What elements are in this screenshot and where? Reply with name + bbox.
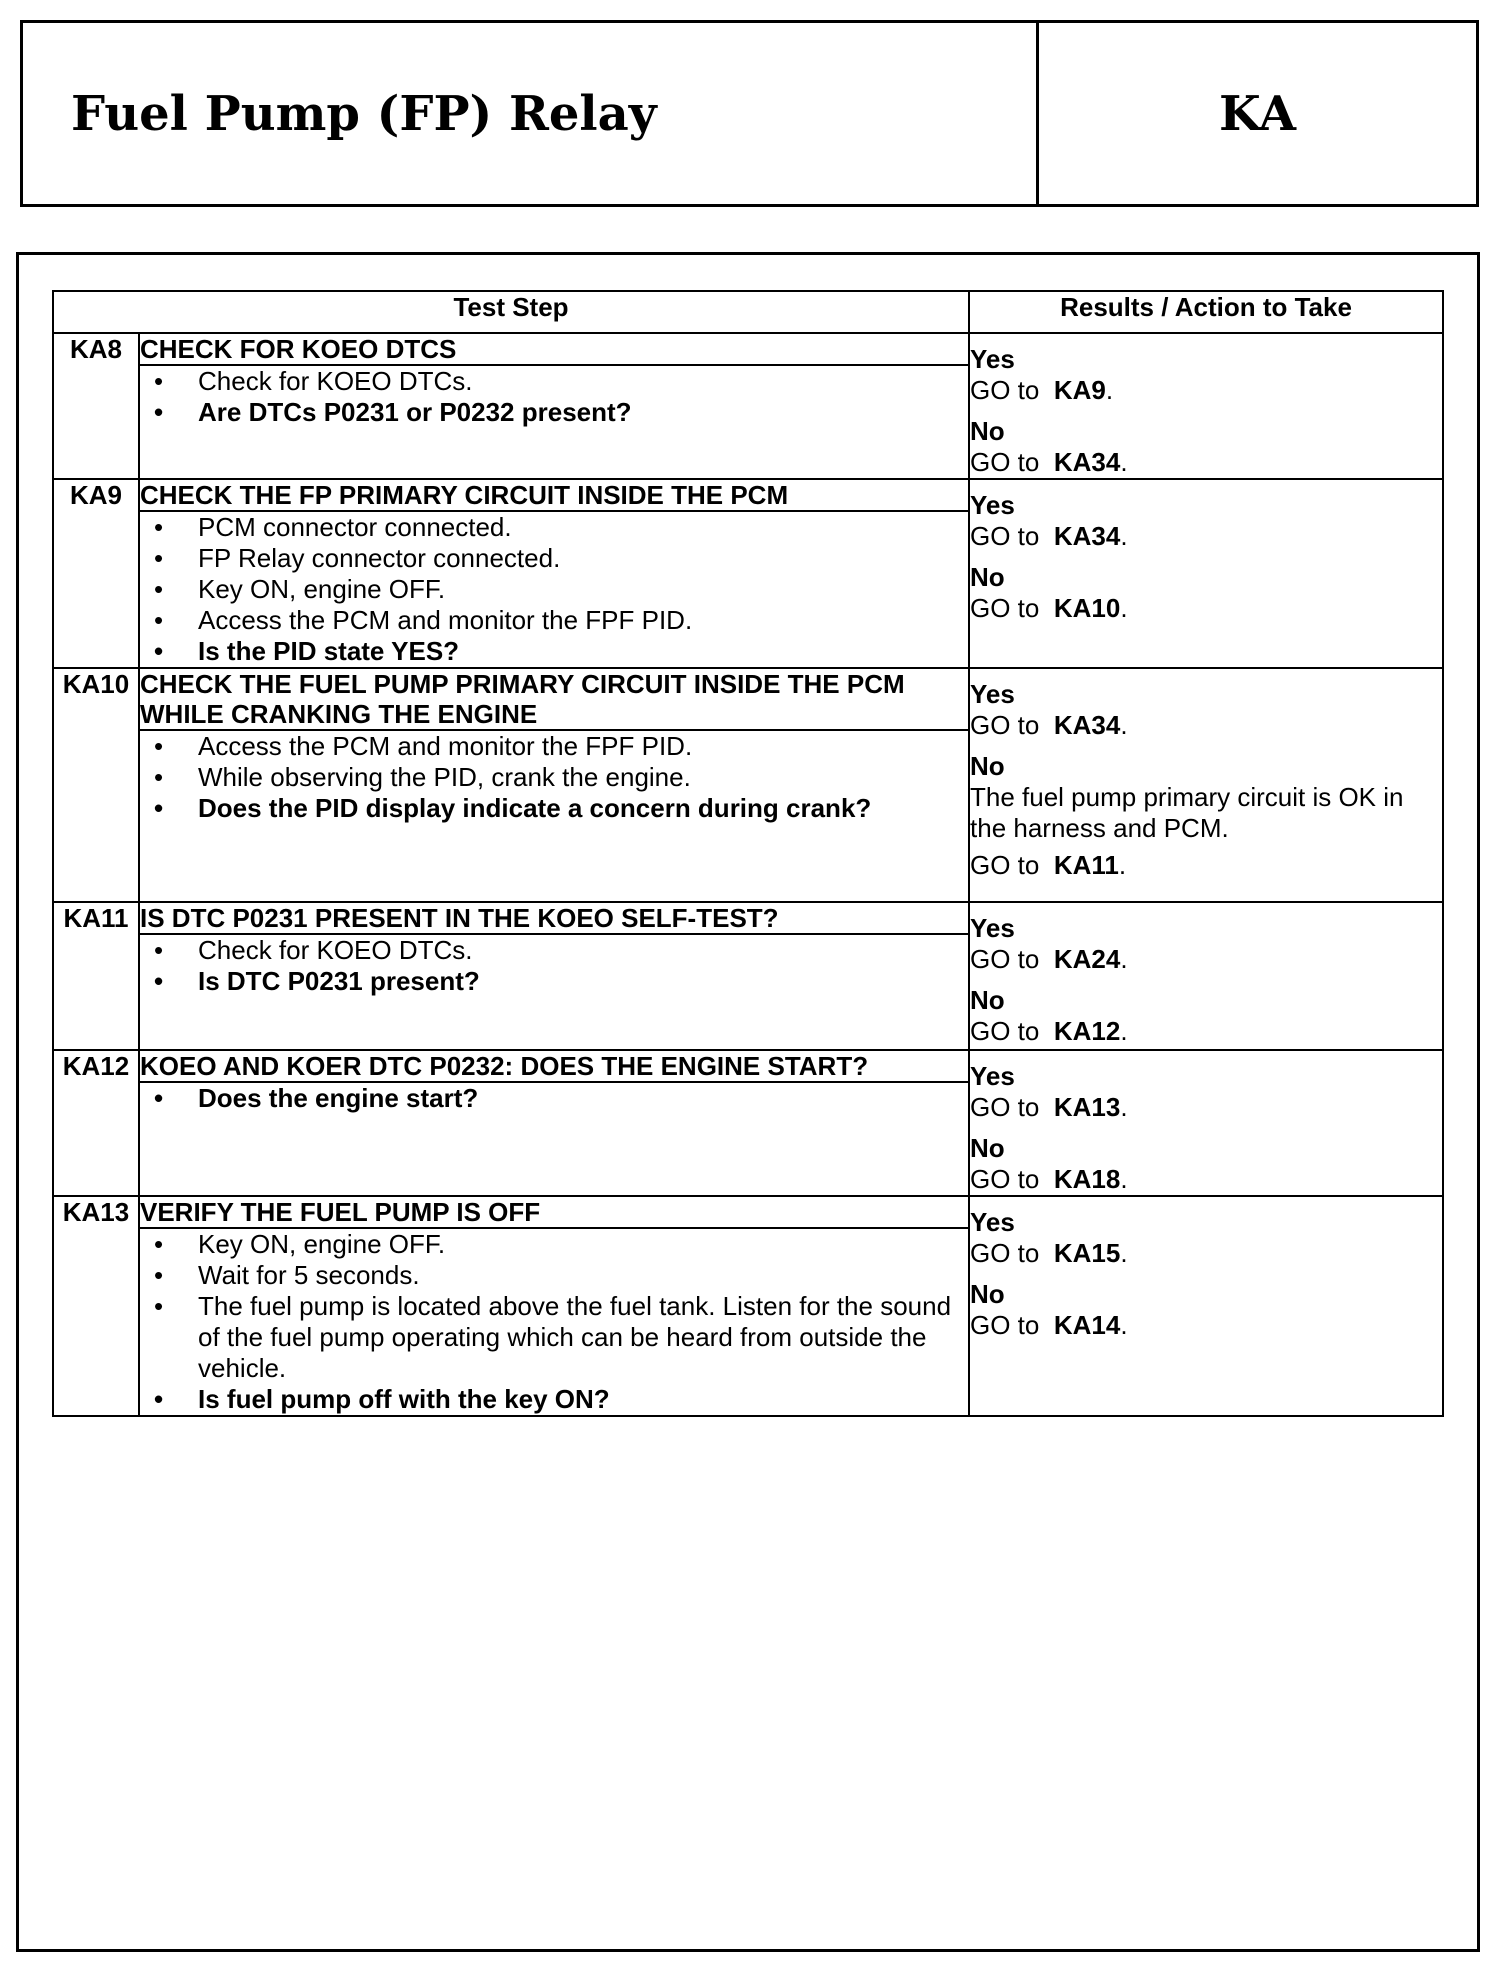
instruction-item: • Does the PID display indicate a concern during crank?: [140, 793, 968, 824]
step-instructions: [139, 1228, 969, 1416]
instruction-item: • Does the engine start?: [140, 1083, 968, 1114]
result-yes: [970, 344, 1442, 406]
step-title: CHECK THE FUEL PUMP PRIMARY CIRCUIT INSIDE THE PCM WHILE CRANKING THE ENGINE: [139, 668, 969, 730]
step-code: KA10: [53, 668, 139, 730]
diagnostic-table: [52, 290, 1444, 1417]
step-title-row: [53, 333, 1443, 365]
step-title-row: [53, 668, 1443, 730]
goto-step-link: KA18: [1053, 1164, 1121, 1194]
result-no-action: GO to KA14.: [970, 1310, 1128, 1340]
result-no-label: No: [970, 416, 1005, 446]
result-no: [970, 751, 1442, 881]
instruction-list: [140, 366, 968, 428]
result-yes: [970, 490, 1442, 552]
instruction-item: • Check for KOEO DTCs.: [140, 935, 968, 966]
step-instructions: [139, 511, 969, 668]
step-result: [969, 1050, 1443, 1196]
step-code: KA8: [53, 333, 139, 365]
page-title: Fuel Pump (FP) Relay: [23, 23, 1039, 204]
instruction-list: [140, 731, 968, 824]
result-yes-action: GO to KA34.: [970, 710, 1128, 740]
step-title-row: [53, 479, 1443, 511]
step-title: CHECK THE FP PRIMARY CIRCUIT INSIDE THE PCM: [139, 479, 969, 511]
instruction-list: [140, 935, 968, 997]
result-no-action: GO to KA10.: [970, 593, 1128, 623]
result-yes-action: GO to KA9.: [970, 375, 1114, 405]
step-code-spacer: [53, 1082, 139, 1196]
step-code: KA12: [53, 1050, 139, 1082]
column-header-results: Results / Action to Take: [969, 291, 1443, 333]
step-title: CHECK FOR KOEO DTCS: [139, 333, 969, 365]
result-no-label: No: [970, 562, 1005, 592]
instruction-item: • Is DTC P0231 present?: [140, 966, 968, 997]
step-instructions: [139, 365, 969, 479]
result-yes-action: GO to KA13.: [970, 1092, 1128, 1122]
instruction-item: • Key ON, engine OFF.: [140, 1229, 968, 1260]
step-result: [969, 902, 1443, 1050]
instruction-list: [140, 1083, 968, 1114]
instruction-item: • While observing the PID, crank the engine.: [140, 762, 968, 793]
result-yes-label: Yes: [970, 1061, 1015, 1091]
result-no-action: GO to KA12.: [970, 1016, 1128, 1046]
result-no-note: The fuel pump primary circuit is OK in the harness and PCM.: [970, 782, 1404, 843]
goto-step-link: KA14: [1053, 1310, 1121, 1340]
step-code: KA11: [53, 902, 139, 934]
step-code-spacer: [53, 1228, 139, 1416]
result-yes-label: Yes: [970, 344, 1015, 374]
result-no-action: GO to KA11.: [970, 850, 1127, 880]
result-no: [970, 985, 1442, 1047]
result-yes: [970, 679, 1442, 741]
step-title: VERIFY THE FUEL PUMP IS OFF: [139, 1196, 969, 1228]
step-instructions: [139, 1082, 969, 1196]
goto-text: GO to: [970, 850, 1040, 880]
step-title-row: [53, 1050, 1443, 1082]
goto-step-link: KA34: [1053, 521, 1121, 551]
step-code: KA13: [53, 1196, 139, 1228]
step-instructions: [139, 730, 969, 902]
goto-step-link: KA9: [1053, 375, 1106, 405]
instruction-item: • PCM connector connected.: [140, 512, 968, 543]
instruction-item: • Check for KOEO DTCs.: [140, 366, 968, 397]
result-no-action: GO to KA34.: [970, 447, 1128, 477]
result-no-label: No: [970, 1133, 1005, 1163]
steps-body: [53, 333, 1443, 1416]
result-no-label: No: [970, 1279, 1005, 1309]
goto-text: GO to: [970, 1092, 1040, 1122]
column-header-test-step: Test Step: [53, 291, 969, 333]
instruction-item: • The fuel pump is located above the fuel tank. Listen for the sound of the fuel pump operating which can be heard from outside the vehicle.: [140, 1291, 968, 1384]
result-yes: [970, 913, 1442, 975]
instruction-item: • FP Relay connector connected.: [140, 543, 968, 574]
instruction-item: • Is fuel pump off with the key ON?: [140, 1384, 968, 1415]
result-no-action: GO to KA18.: [970, 1164, 1128, 1194]
result-no-label: No: [970, 751, 1005, 781]
step-title: KOEO AND KOER DTC P0232: DOES THE ENGINE START?: [139, 1050, 969, 1082]
result-no-label: No: [970, 985, 1005, 1015]
goto-step-link: KA24: [1053, 944, 1121, 974]
goto-step-link: KA13: [1053, 1092, 1121, 1122]
instruction-list: [140, 1229, 968, 1415]
page-header: [20, 20, 1479, 207]
goto-step-link: KA10: [1053, 593, 1121, 623]
goto-step-link: KA34: [1053, 447, 1121, 477]
goto-text: GO to: [970, 1164, 1040, 1194]
instruction-item: • Access the PCM and monitor the FPF PID.: [140, 731, 968, 762]
result-yes-action: GO to KA34.: [970, 521, 1128, 551]
step-result: [969, 479, 1443, 668]
step-title-row: [53, 1196, 1443, 1228]
result-yes-label: Yes: [970, 490, 1015, 520]
goto-step-link: KA15: [1053, 1238, 1121, 1268]
instruction-list: [140, 512, 968, 667]
goto-text: GO to: [970, 593, 1040, 623]
goto-step-link: KA34: [1053, 710, 1121, 740]
result-yes-label: Yes: [970, 913, 1015, 943]
result-no: [970, 562, 1442, 624]
step-title: IS DTC P0231 PRESENT IN THE KOEO SELF-TEST?: [139, 902, 969, 934]
goto-step-link: KA11: [1053, 850, 1119, 880]
goto-text: GO to: [970, 710, 1040, 740]
goto-text: GO to: [970, 1310, 1040, 1340]
instruction-item: • Key ON, engine OFF.: [140, 574, 968, 605]
goto-text: GO to: [970, 447, 1040, 477]
result-yes: [970, 1061, 1442, 1123]
result-no: [970, 416, 1442, 478]
step-code-spacer: [53, 730, 139, 902]
table-header-row: [53, 291, 1443, 333]
instruction-item: • Is the PID state YES?: [140, 636, 968, 667]
step-code-spacer: [53, 511, 139, 668]
goto-text: GO to: [970, 944, 1040, 974]
step-instructions: [139, 934, 969, 1050]
goto-text: GO to: [970, 1238, 1040, 1268]
result-yes-action: GO to KA24.: [970, 944, 1128, 974]
result-yes-action: GO to KA15.: [970, 1238, 1128, 1268]
instruction-item: • Are DTCs P0231 or P0232 present?: [140, 397, 968, 428]
goto-text: GO to: [970, 375, 1040, 405]
section-code: KA: [1218, 85, 1296, 142]
step-title-row: [53, 902, 1443, 934]
step-code: KA9: [53, 479, 139, 511]
goto-text: GO to: [970, 1016, 1040, 1046]
instruction-item: • Wait for 5 seconds.: [140, 1260, 968, 1291]
result-no: [970, 1279, 1442, 1341]
result-yes: [970, 1207, 1442, 1269]
instruction-item: • Access the PCM and monitor the FPF PID.: [140, 605, 968, 636]
result-yes-label: Yes: [970, 1207, 1015, 1237]
step-code-spacer: [53, 365, 139, 479]
result-no: [970, 1133, 1442, 1195]
step-result: [969, 333, 1443, 479]
result-yes-label: Yes: [970, 679, 1015, 709]
step-result: [969, 1196, 1443, 1416]
step-result: [969, 668, 1443, 902]
goto-step-link: KA12: [1053, 1016, 1121, 1046]
step-code-spacer: [53, 934, 139, 1050]
goto-text: GO to: [970, 521, 1040, 551]
